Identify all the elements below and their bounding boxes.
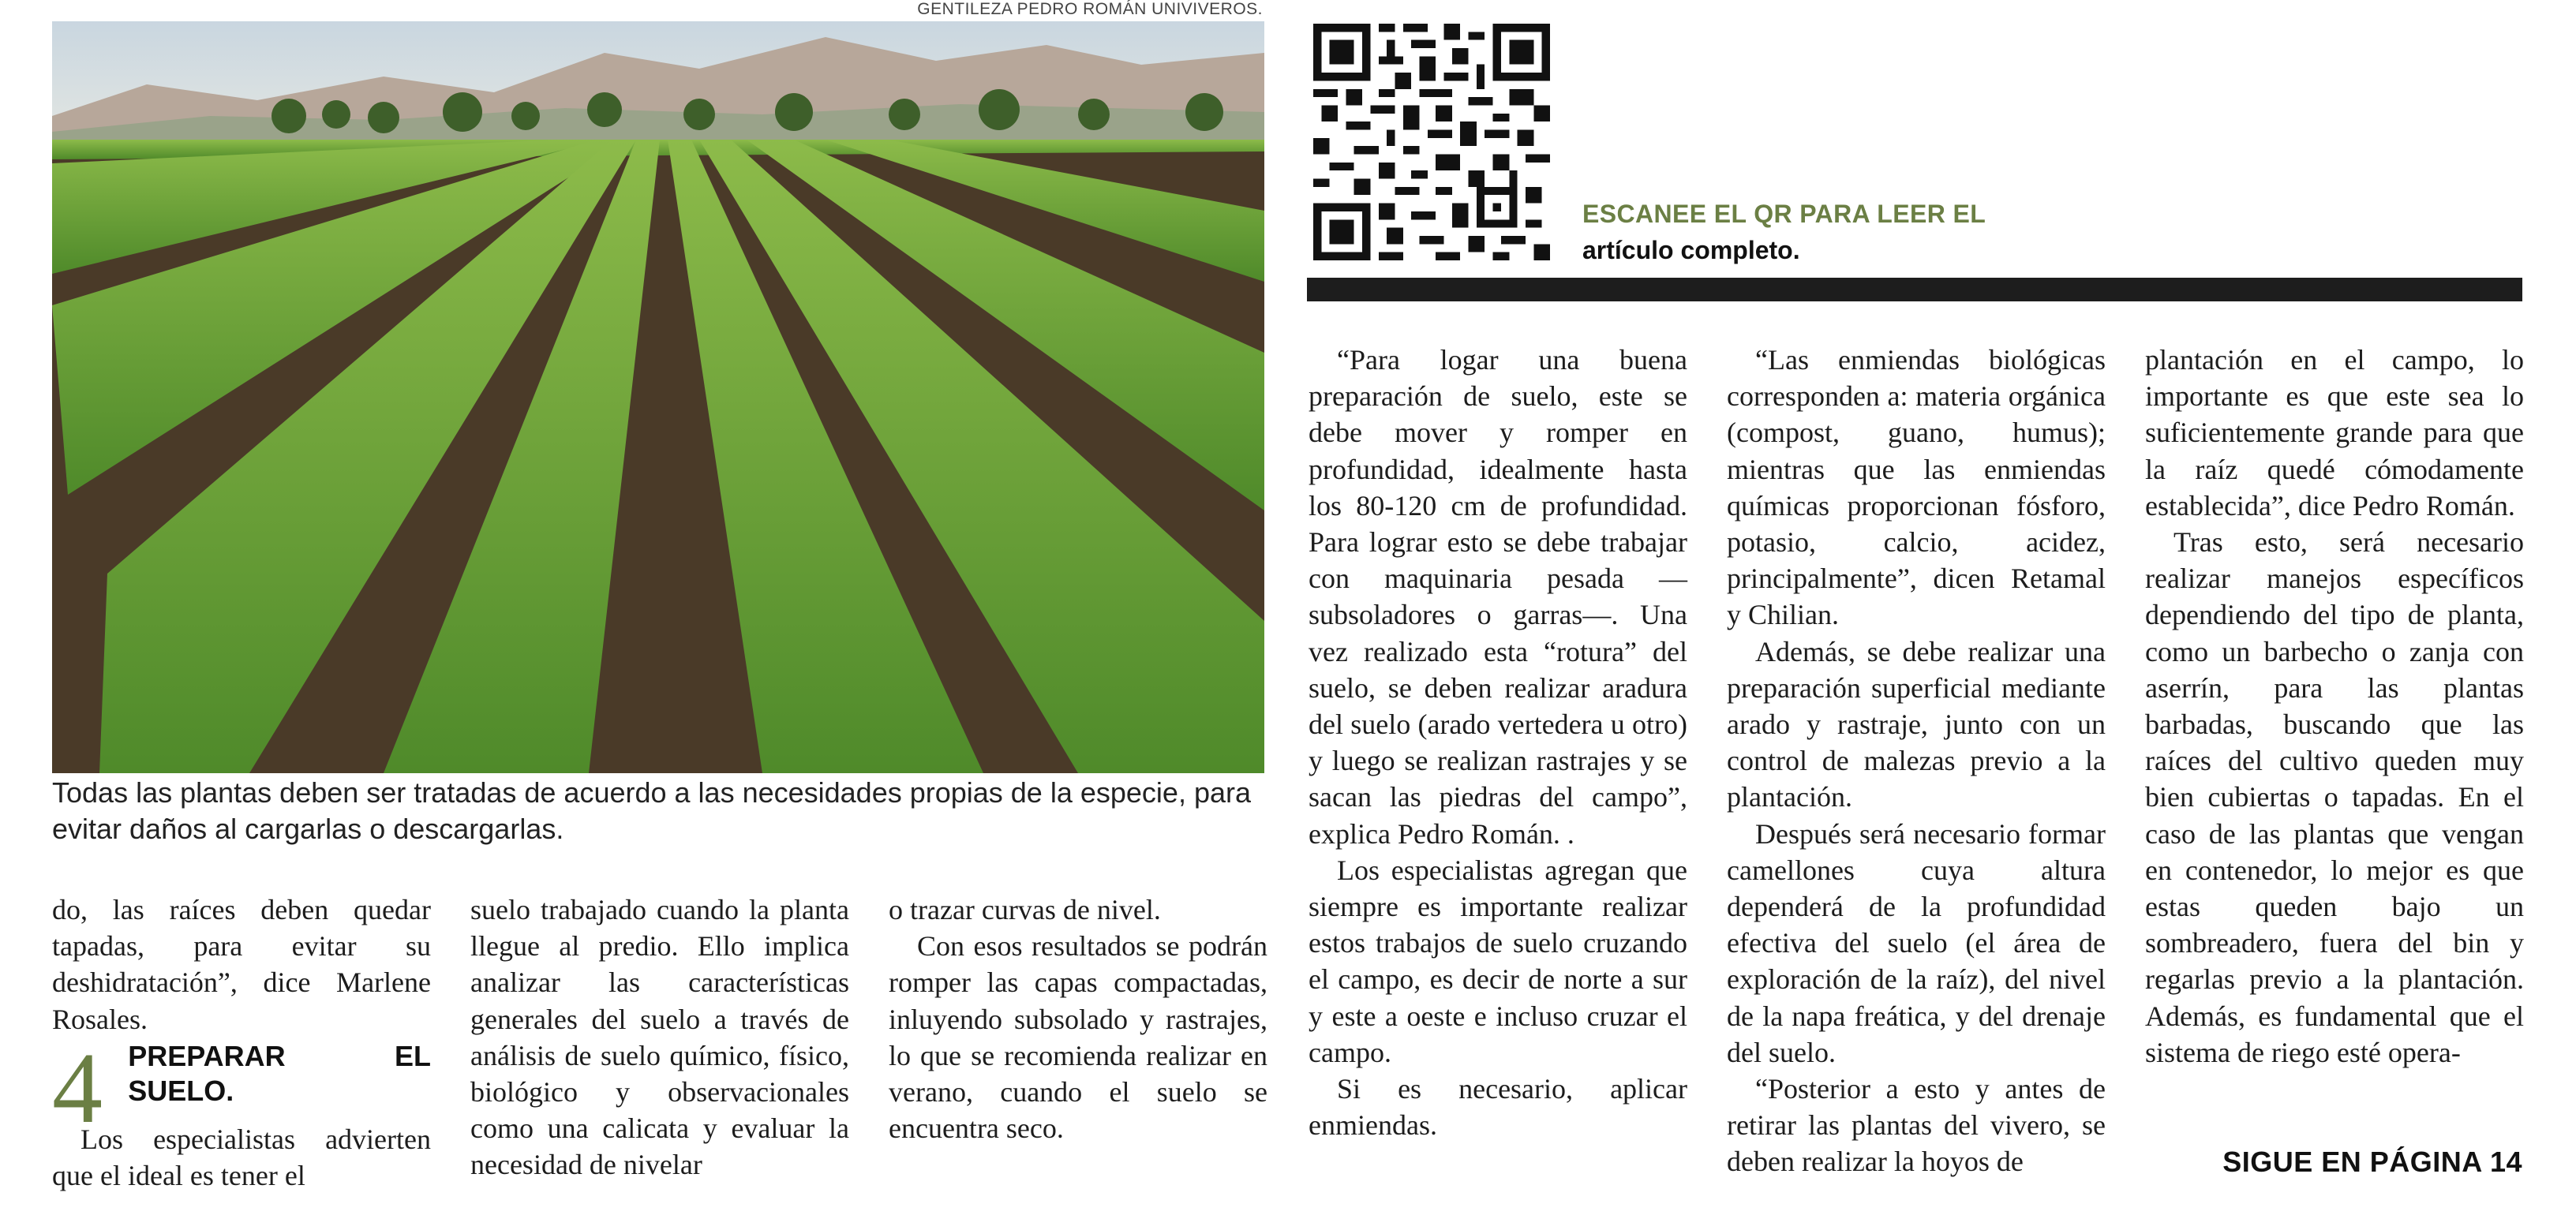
continue-label: SIGUE EN PÁGINA 14 bbox=[2222, 1146, 2522, 1178]
paragraph: Si es necesario, aplicar enmiendas. bbox=[1309, 1073, 1687, 1142]
paragraph: Después será necesario formar camellones cuya altura dependerá de la profundidad efectiva del suelo (el área de exploración de la raíz), del nivel de la napa freática, y del drenaje del suelo. bbox=[1727, 817, 2106, 1068]
paragraph: Los especialistas agregan que siempre es importante realizar estos trabajos de suelo cruzando el campo, es decir de norte a sur y este a oeste e incluso cruzar el campo. bbox=[1309, 854, 1687, 1068]
column-5 bbox=[1727, 342, 2106, 1180]
column-2 bbox=[470, 892, 849, 1183]
qr-code[interactable] bbox=[1313, 24, 1550, 260]
paragraph: “Posterior a esto y antes de retirar las plantas del vivero, se deben realizar la hoyos de bbox=[1727, 1073, 2106, 1178]
paragraph: suelo trabajado cuando la planta llegue al predio. Ello implica analizar las características generales del suelo a través de análisis de suelo químico, físico, biológico y observacionales como una calicata y evaluar la necesidad de nivelar bbox=[470, 894, 849, 1181]
qr-subline: artículo completo. bbox=[1582, 236, 1800, 264]
section-number: 4 bbox=[52, 1031, 103, 1144]
paragraph: Además, se debe realizar una preparación superficial mediante arado y rastraje, junto con un control de malezas previo a la plantación. bbox=[1727, 635, 2106, 813]
qr-label bbox=[1582, 196, 1986, 268]
column-3 bbox=[889, 892, 1267, 1146]
paragraph: Con esos resultados se podrán romper las capas compactadas, inluyendo subsolado y rastrajes, lo que se recomienda realizar en verano, cuando el suelo se encuentra seco. bbox=[889, 930, 1267, 1145]
qr-headline: ESCANEE EL QR PARA LEER EL bbox=[1582, 200, 1986, 228]
paragraph: Tras esto, será necesario realizar manejos específicos dependiendo del tipo de planta, como un barbecho o zanja con aserrín, para las plantas barbadas, buscando que las raíces del cultivo queden muy bien cubiertas o tapadas. En el caso de las plantas que vengan en contenedor, lo mejor es que estas queden bajo un sombreadero, fuera del bin y regarlas previo a la plantación. Además, es fundamental que el sistema de riego esté opera- bbox=[2145, 526, 2524, 1068]
section-heading bbox=[52, 1031, 431, 1144]
photo-credit: GENTILEZA PEDRO ROMÁN UNIVIVEROS. bbox=[917, 0, 1263, 18]
section-rule bbox=[1307, 278, 2522, 301]
column-4 bbox=[1309, 342, 1687, 1143]
paragraph: o trazar curvas de nivel. bbox=[889, 894, 1161, 925]
paragraph: plantación en el campo, lo importante es que este sea lo suficientemente grande para que la raíz quedé cómodamente establecida”, dice Pedro Román. bbox=[2145, 344, 2524, 522]
field-rows-illustration bbox=[52, 21, 1264, 773]
qr-code-icon bbox=[1313, 24, 1550, 260]
paragraph: Los especialistas advierten que el ideal es tener el bbox=[52, 1123, 431, 1192]
paragraph: “Para logar una buena preparación de suelo, este se debe mover y romper en profundidad, idealmente hasta los 80-120 cm de profundidad. Para lograr esto se debe trabajar con maquinaria pesada —subsoladores o garras—. Una vez realizado esta “rotura” del suelo, se deben realizar aradura del suelo (arado vertedera u otro) y luego se realizan rastrajes y se sacan las piedras del campo”, explica Pedro Román. . bbox=[1309, 344, 1687, 850]
photo-caption: Todas las plantas deben ser tratadas de acuerdo a las necesidades propias de la especie, para evitar daños al cargarlas o descargarlas. bbox=[52, 776, 1251, 845]
field-photo bbox=[52, 21, 1264, 773]
paragraph: do, las raíces deben quedar tapadas, para evitar su deshidratación”, dice Marlene Rosales. bbox=[52, 894, 431, 1035]
column-1 bbox=[52, 892, 431, 1194]
section-title: PREPARAR EL SUELO. bbox=[128, 1039, 431, 1107]
paragraph: “Las enmiendas biológicas corresponden a: materia orgánica (compost, guano, humus); mientras que las enmiendas químicas proporcionan fósforo, potasio, calcio, acidez, principalmente”, dicen Retamal y Chilian. bbox=[1727, 344, 2106, 631]
column-6 bbox=[2145, 342, 2524, 1071]
